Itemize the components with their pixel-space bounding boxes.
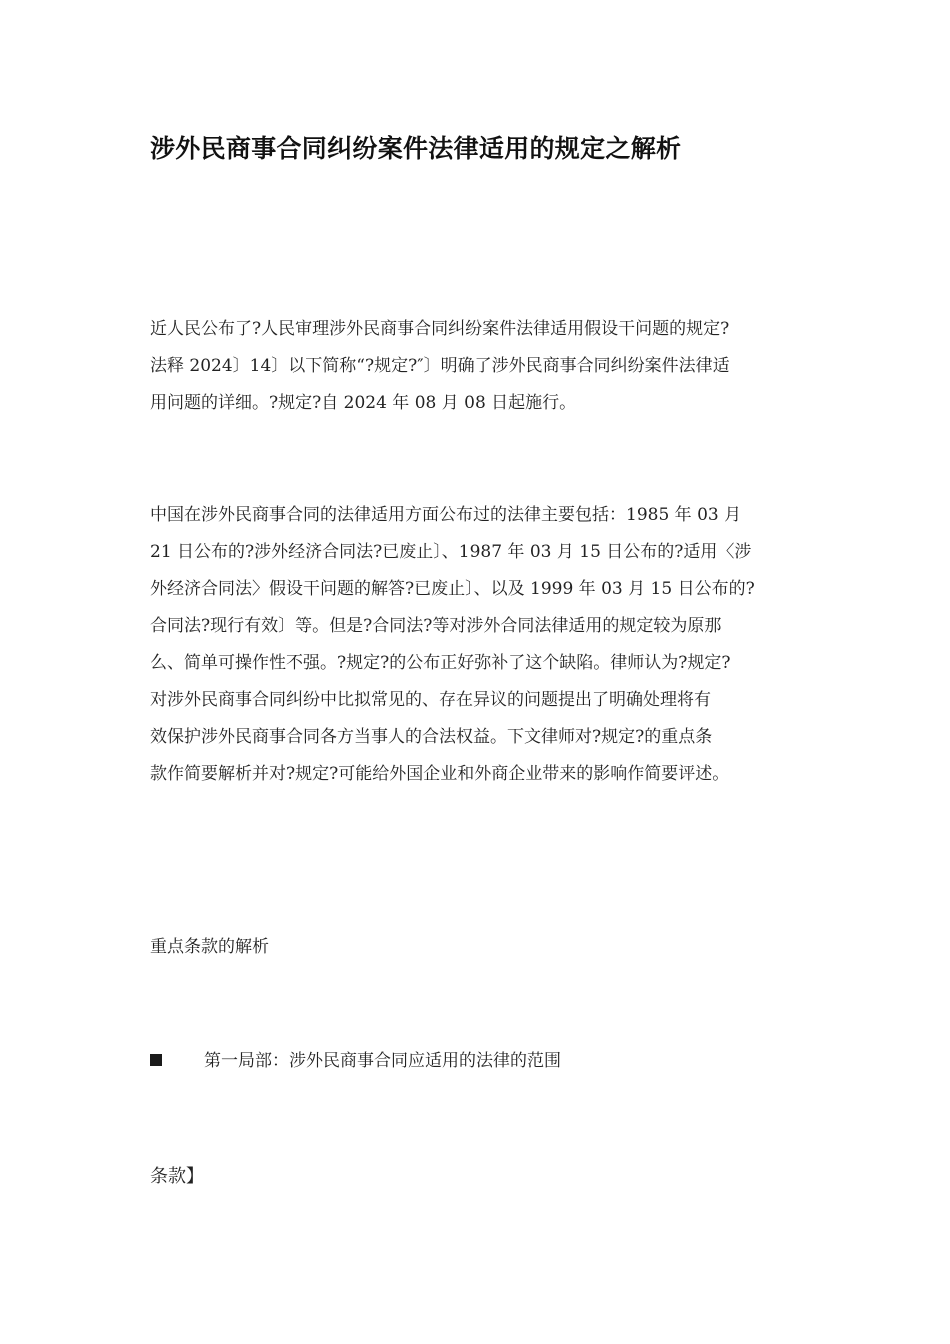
- paragraph-line: 款作简要解析并对?规定?可能给外国企业和外商企业带来的影响作简要评述。: [150, 764, 730, 784]
- paragraph-background: [150, 497, 810, 793]
- section-heading: 重点条款的解析: [150, 937, 269, 957]
- square-bullet-icon: [150, 1054, 162, 1066]
- paragraph-line: 法释 2024〕14〕以下简称“?规定?″〕明确了涉外民商事合同纠纷案件法律适: [150, 356, 730, 376]
- paragraph-line: 外经济合同法〉假设干问题的解答?已废止〕、以及 1999 年 03 月 15 日公布的?: [150, 579, 755, 599]
- paragraph-line: 中国在涉外民商事合同的法律适用方面公布过的法律主要包括：1985 年 03 月: [150, 505, 742, 525]
- clause-heading: 条款】: [150, 1166, 204, 1187]
- paragraph-line: 21 日公布的?涉外经济合同法?已废止〕、1987 年 03 月 15 日公布的?适用〈涉: [150, 542, 752, 562]
- paragraph-intro: [150, 311, 810, 422]
- paragraph-line: 效保护涉外民商事合同各方当事人的合法权益。下文律师对?规定?的重点条: [150, 727, 713, 747]
- paragraph-line: 用问题的详细。?规定?自 2024 年 08 月 08 日起施行。: [150, 393, 577, 413]
- bullet-item-text: 第一局部：涉外民商事合同应适用的法律的范围: [204, 1051, 561, 1071]
- paragraph-line: 对涉外民商事合同纠纷中比拟常见的、存在异议的问题提出了明确处理将有: [150, 690, 711, 710]
- paragraph-line: 么、简单可操作性不强。?规定?的公布正好弥补了这个缺陷。律师认为?规定?: [150, 653, 731, 673]
- bullet-list-item: [150, 1048, 561, 1074]
- document-title: 涉外民商事合同纠纷案件法律适用的规定之解析: [150, 134, 682, 163]
- paragraph-line: 近人民公布了?人民审理涉外民商事合同纠纷案件法律适用假设干问题的规定?: [150, 319, 730, 339]
- paragraph-line: 合同法?现行有效〕等。但是?合同法?等对涉外合同法律适用的规定较为原那: [150, 616, 722, 636]
